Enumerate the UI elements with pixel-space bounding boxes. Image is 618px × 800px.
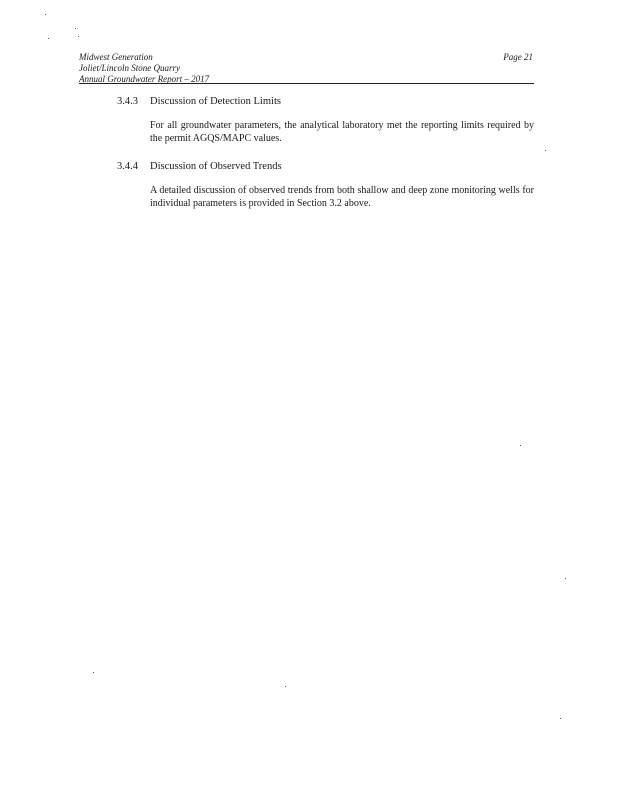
page-number: Page 21: [503, 52, 533, 62]
section-body: For all groundwater parameters, the analytical laboratory met the reporting limits required by the permit AGQS/MAPC values.: [150, 120, 534, 144]
header-report-title: Annual Groundwater Report – 2017: [79, 74, 210, 84]
scan-speck: [75, 28, 76, 29]
scan-speck: [93, 672, 94, 673]
header-divider: [79, 83, 534, 84]
section-heading: [117, 160, 537, 173]
scan-speck: [565, 578, 566, 579]
section-number: 3.4.4: [117, 161, 138, 172]
scan-speck: [285, 686, 286, 687]
scan-speck: [545, 150, 546, 151]
header-company: Midwest Generation: [79, 52, 153, 62]
header-site: Joliet/Lincoln Stone Quarry: [79, 63, 180, 73]
page-header: [79, 52, 533, 84]
scan-speck: [45, 14, 46, 15]
scan-speck: [560, 718, 561, 719]
section-title: Discussion of Detection Limits: [150, 96, 281, 107]
scan-speck: [48, 38, 49, 39]
scan-speck: [78, 36, 79, 37]
section-3-4-3: [117, 95, 537, 145]
section-body: A detailed discussion of observed trends from both shallow and deep zone monitoring wells for individual parameters is provided in Section 3.2 above.: [150, 185, 534, 209]
section-3-4-4: [117, 160, 537, 210]
section-heading: [117, 95, 537, 108]
section-number: 3.4.3: [117, 96, 138, 107]
scan-speck: [520, 445, 521, 446]
section-title: Discussion of Observed Trends: [150, 161, 282, 172]
